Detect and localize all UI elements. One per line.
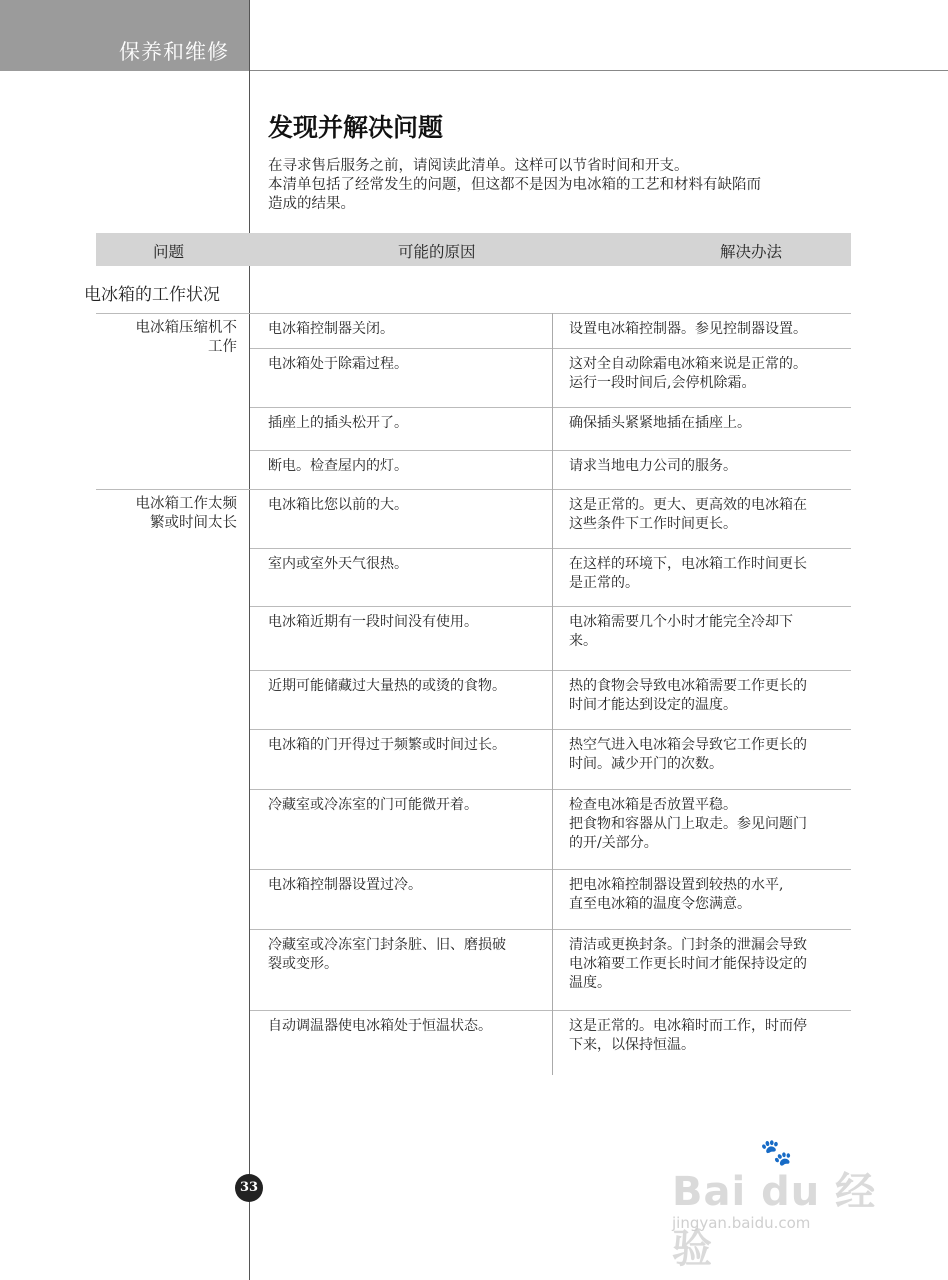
intro-line: 本清单包括了经常发生的问题，但这都不是因为电冰箱的工艺和材料有缺陷而 [268, 177, 761, 193]
cause-cell [268, 613, 548, 632]
intro-line: 在寻求售后服务之前，请阅读此清单。这样可以节省时间和开支。 [268, 158, 689, 174]
paw-icon: 🐾 [760, 1138, 793, 1168]
solution-line: 时间才能达到设定的温度。 [569, 697, 737, 713]
page-title: 发现并解决问题 [268, 113, 444, 142]
column-divider [552, 1010, 553, 1075]
solution-line: 清洁或更换封条。门封条的泄漏会导致 [569, 937, 807, 953]
problem-line: 电冰箱工作太频 [135, 496, 237, 512]
solution-line: 的开/关部分。 [569, 835, 658, 851]
solution-line: 检查电冰箱是否放置平稳。 [569, 797, 737, 813]
solution-cell [569, 320, 851, 339]
watermark-url: jingyan.baidu.com [672, 1214, 811, 1232]
cause-line: 电冰箱近期有一段时间没有使用。 [268, 614, 478, 630]
solution-line: 把电冰箱控制器设置到较热的水平, [569, 877, 784, 893]
solution-cell [569, 796, 851, 853]
cause-line: 电冰箱控制器设置过冷。 [268, 877, 422, 893]
cause-cell [268, 1017, 548, 1036]
cause-line: 电冰箱处于除霜过程。 [268, 356, 408, 372]
solution-line: 设置电冰箱控制器。参见控制器设置。 [569, 321, 807, 337]
cause-cell [268, 355, 548, 374]
page-number: 33 [235, 1174, 263, 1202]
column-divider [552, 313, 553, 348]
intro-line: 造成的结果。 [268, 196, 355, 212]
cause-line: 插座上的插头松开了。 [268, 415, 408, 431]
row-divider [250, 869, 851, 870]
solution-line: 直至电冰箱的温度令您满意。 [569, 896, 751, 912]
column-header-problem: 问题 [153, 243, 185, 261]
solution-cell [569, 414, 851, 433]
group-divider [96, 489, 851, 490]
cause-cell [268, 496, 548, 515]
solution-line: 这对全自动除霜电冰箱来说是正常的。 [569, 356, 807, 372]
column-header-solution: 解决办法 [720, 243, 783, 261]
cause-cell [268, 876, 548, 895]
solution-line: 温度。 [569, 975, 611, 991]
problem-line: 电冰箱压缩机不 [135, 320, 237, 336]
cause-line: 电冰箱比您以前的大。 [268, 497, 408, 513]
solution-cell [569, 613, 851, 651]
solution-line: 运行一段时间后,会停机除霜。 [569, 375, 756, 391]
cause-line: 室内或室外天气很热。 [268, 556, 408, 572]
column-divider [552, 789, 553, 869]
solution-cell [569, 555, 851, 593]
cause-line: 电冰箱的门开得过于频繁或时间过长。 [268, 737, 506, 753]
cause-cell [268, 414, 548, 433]
row-divider [250, 729, 851, 730]
cause-cell [268, 936, 548, 974]
row-divider [250, 450, 851, 451]
column-header-cause: 可能的原因 [398, 243, 476, 261]
solution-cell [569, 876, 851, 914]
column-divider [552, 606, 553, 670]
solution-line: 时间。减少开门的次数。 [569, 756, 723, 772]
cause-line: 裂或变形。 [268, 956, 338, 972]
solution-line: 请求当地电力公司的服务。 [569, 458, 737, 474]
problem-line: 繁或时间太长 [150, 515, 237, 531]
watermark [672, 1138, 892, 1272]
page-margin-line [249, 0, 250, 1280]
group-divider [96, 313, 851, 314]
cause-line: 自动调温器使电冰箱处于恒温状态。 [268, 1018, 492, 1034]
cause-cell [268, 555, 548, 574]
cause-line: 电冰箱控制器关闭。 [268, 321, 394, 337]
solution-line: 热的食物会导致电冰箱需要工作更长的 [569, 678, 807, 694]
cause-line: 断电。检查屋内的灯。 [268, 458, 408, 474]
solution-cell [569, 496, 851, 534]
row-divider [250, 548, 851, 549]
solution-line: 这是正常的。电冰箱时而工作，时而停 [569, 1018, 807, 1034]
cause-cell [268, 457, 548, 476]
solution-line: 这是正常的。更大、更高效的电冰箱在 [569, 497, 807, 513]
column-divider [552, 869, 553, 929]
solution-line: 确保插头紧紧地插在插座上。 [569, 415, 751, 431]
solution-line: 电冰箱要工作更长时间才能保持设定的 [569, 956, 807, 972]
solution-line: 热空气进入电冰箱会导致它工作更长的 [569, 737, 807, 753]
row-divider [250, 348, 851, 349]
solution-cell [569, 736, 851, 774]
column-divider [552, 407, 553, 450]
solution-cell [569, 936, 851, 993]
column-divider [552, 929, 553, 1010]
problem-line: 工作 [208, 339, 237, 355]
row-divider [250, 606, 851, 607]
cause-cell [268, 677, 548, 696]
solution-line: 在这样的环境下，电冰箱工作时间更长 [569, 556, 807, 572]
solution-line: 是正常的。 [569, 575, 639, 591]
column-divider [552, 489, 553, 548]
problem-label [96, 495, 237, 533]
problem-label [96, 319, 237, 357]
solution-line: 这些条件下工作时间更长。 [569, 516, 737, 532]
cause-cell [268, 796, 548, 815]
watermark-brand: Bai du 经验 [672, 1169, 877, 1272]
cause-line: 近期可能储藏过大量热的或烫的食物。 [268, 678, 506, 694]
intro-text [268, 157, 868, 214]
row-divider [250, 789, 851, 790]
header-divider [249, 70, 948, 71]
cause-cell [268, 736, 548, 755]
cause-cell [268, 320, 548, 339]
row-divider [250, 407, 851, 408]
solution-line: 电冰箱需要几个小时才能完全冷却下 [569, 614, 793, 630]
cause-line: 冷藏室或冷冻室门封条脏、旧、磨损破 [268, 937, 506, 953]
column-divider [552, 348, 553, 407]
column-divider [552, 729, 553, 789]
row-divider [250, 929, 851, 930]
solution-line: 把食物和容器从门上取走。参见问题门 [569, 816, 807, 832]
column-divider [552, 670, 553, 729]
row-divider [250, 1010, 851, 1011]
row-divider [250, 670, 851, 671]
category-label: 电冰箱的工作状况 [84, 285, 220, 305]
solution-line: 下来，以保持恒温。 [569, 1037, 695, 1053]
solution-cell [569, 457, 851, 476]
solution-cell [569, 355, 851, 393]
cause-line: 冷藏室或冷冻室的门可能微开着。 [268, 797, 478, 813]
solution-cell [569, 677, 851, 715]
solution-cell [569, 1017, 851, 1055]
section-title: 保养和维修 [119, 40, 229, 64]
solution-line: 来。 [569, 633, 597, 649]
column-divider [552, 548, 553, 606]
column-divider [552, 450, 553, 489]
